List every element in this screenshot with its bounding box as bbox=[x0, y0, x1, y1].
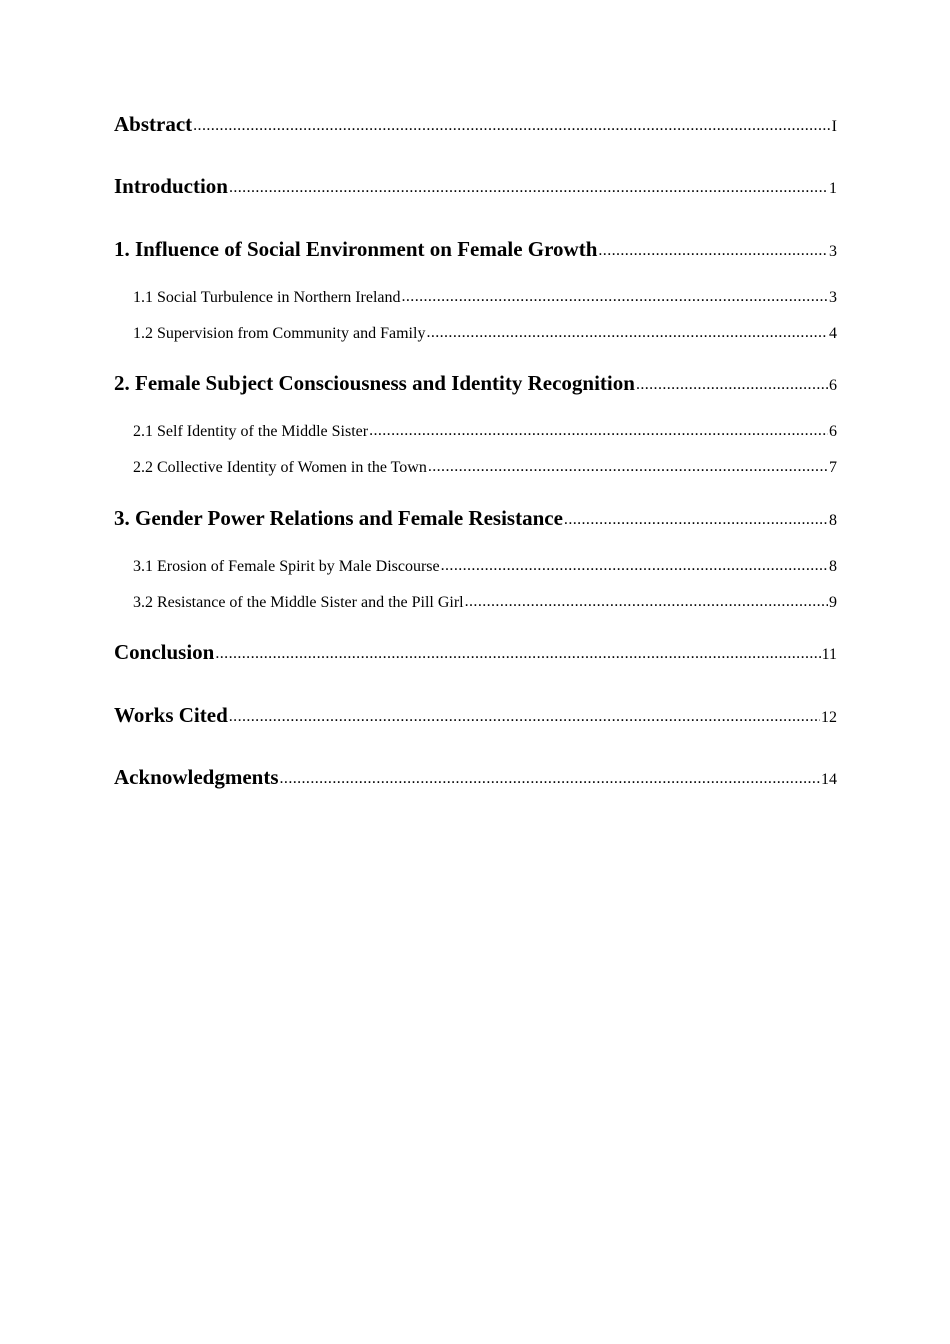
toc-entry-section-2-1[interactable] bbox=[133, 423, 837, 441]
toc-entry-page: 4 bbox=[829, 325, 837, 342]
toc-entry-works-cited[interactable] bbox=[114, 703, 837, 728]
toc-entry-page: 9 bbox=[829, 594, 837, 611]
toc-entry-page: 1 bbox=[829, 180, 837, 197]
toc-dot-leader bbox=[441, 557, 828, 575]
toc-dot-leader bbox=[465, 593, 828, 611]
toc-entry-page: 6 bbox=[829, 377, 837, 394]
toc-dot-leader bbox=[564, 511, 828, 529]
toc-entry-section-2-2[interactable] bbox=[133, 459, 837, 477]
toc-entry-chapter-2[interactable] bbox=[114, 371, 837, 396]
toc-entry-title: 1. Influence of Social Environment on Female Growth bbox=[114, 237, 598, 261]
toc-dot-leader bbox=[215, 645, 820, 663]
toc-dot-leader bbox=[229, 708, 820, 726]
toc-entry-introduction[interactable] bbox=[114, 174, 837, 199]
toc-dot-leader bbox=[426, 324, 828, 342]
toc-entry-section-1-1[interactable] bbox=[133, 289, 837, 307]
toc-entry-section-1-2[interactable] bbox=[133, 325, 837, 343]
toc-entry-chapter-3[interactable] bbox=[114, 506, 837, 531]
toc-entry-title: 2. Female Subject Consciousness and Identity Recognition bbox=[114, 371, 635, 395]
toc-entry-title: 3.2 Resistance of the Middle Sister and the Pill Girl bbox=[133, 594, 464, 611]
toc-entry-title: 3. Gender Power Relations and Female Resistance bbox=[114, 506, 563, 530]
toc-entry-title: Acknowledgments bbox=[114, 765, 279, 789]
toc-entry-title: Conclusion bbox=[114, 640, 215, 664]
toc-dot-leader bbox=[193, 117, 831, 135]
toc-entry-page: 8 bbox=[829, 558, 837, 575]
toc-entry-title: 3.1 Erosion of Female Spirit by Male Discourse bbox=[133, 558, 440, 575]
toc-entry-conclusion[interactable] bbox=[114, 640, 837, 665]
toc-entry-abstract[interactable] bbox=[114, 112, 837, 137]
toc-entry-page: 3 bbox=[829, 289, 837, 306]
toc-dot-leader bbox=[229, 179, 828, 197]
toc-entry-title: 2.1 Self Identity of the Middle Sister bbox=[133, 423, 369, 440]
toc-entry-section-3-1[interactable] bbox=[133, 558, 837, 576]
toc-entry-page: 12 bbox=[821, 709, 837, 726]
toc-dot-leader bbox=[402, 288, 829, 306]
toc-entry-page: 6 bbox=[829, 423, 837, 440]
toc-entry-page: 8 bbox=[829, 512, 837, 529]
toc-dot-leader bbox=[598, 242, 828, 260]
toc-entry-title: Works Cited bbox=[114, 703, 228, 727]
toc-entry-title: Abstract bbox=[114, 112, 193, 136]
toc-entry-page: I bbox=[831, 118, 837, 135]
toc-entry-acknowledgments[interactable] bbox=[114, 765, 837, 790]
toc-entry-title: 1.2 Supervision from Community and Family bbox=[133, 325, 426, 342]
toc-entry-page: 7 bbox=[829, 459, 837, 476]
toc-dot-leader bbox=[369, 422, 828, 440]
toc-dot-leader bbox=[428, 458, 828, 476]
toc-entry-title: 2.2 Collective Identity of Women in the Town bbox=[133, 459, 427, 476]
toc-entry-chapter-1[interactable] bbox=[114, 237, 837, 262]
toc-entry-page: 11 bbox=[821, 646, 837, 663]
toc-entry-title: 1.1 Social Turbulence in Northern Ireland bbox=[133, 289, 401, 306]
toc-entry-page: 3 bbox=[829, 243, 837, 260]
toc-dot-leader bbox=[280, 770, 820, 788]
toc-entry-page: 14 bbox=[821, 771, 837, 788]
toc-entry-section-3-2[interactable] bbox=[133, 594, 837, 612]
toc-entry-title: Introduction bbox=[114, 174, 228, 198]
toc-dot-leader bbox=[636, 376, 828, 394]
